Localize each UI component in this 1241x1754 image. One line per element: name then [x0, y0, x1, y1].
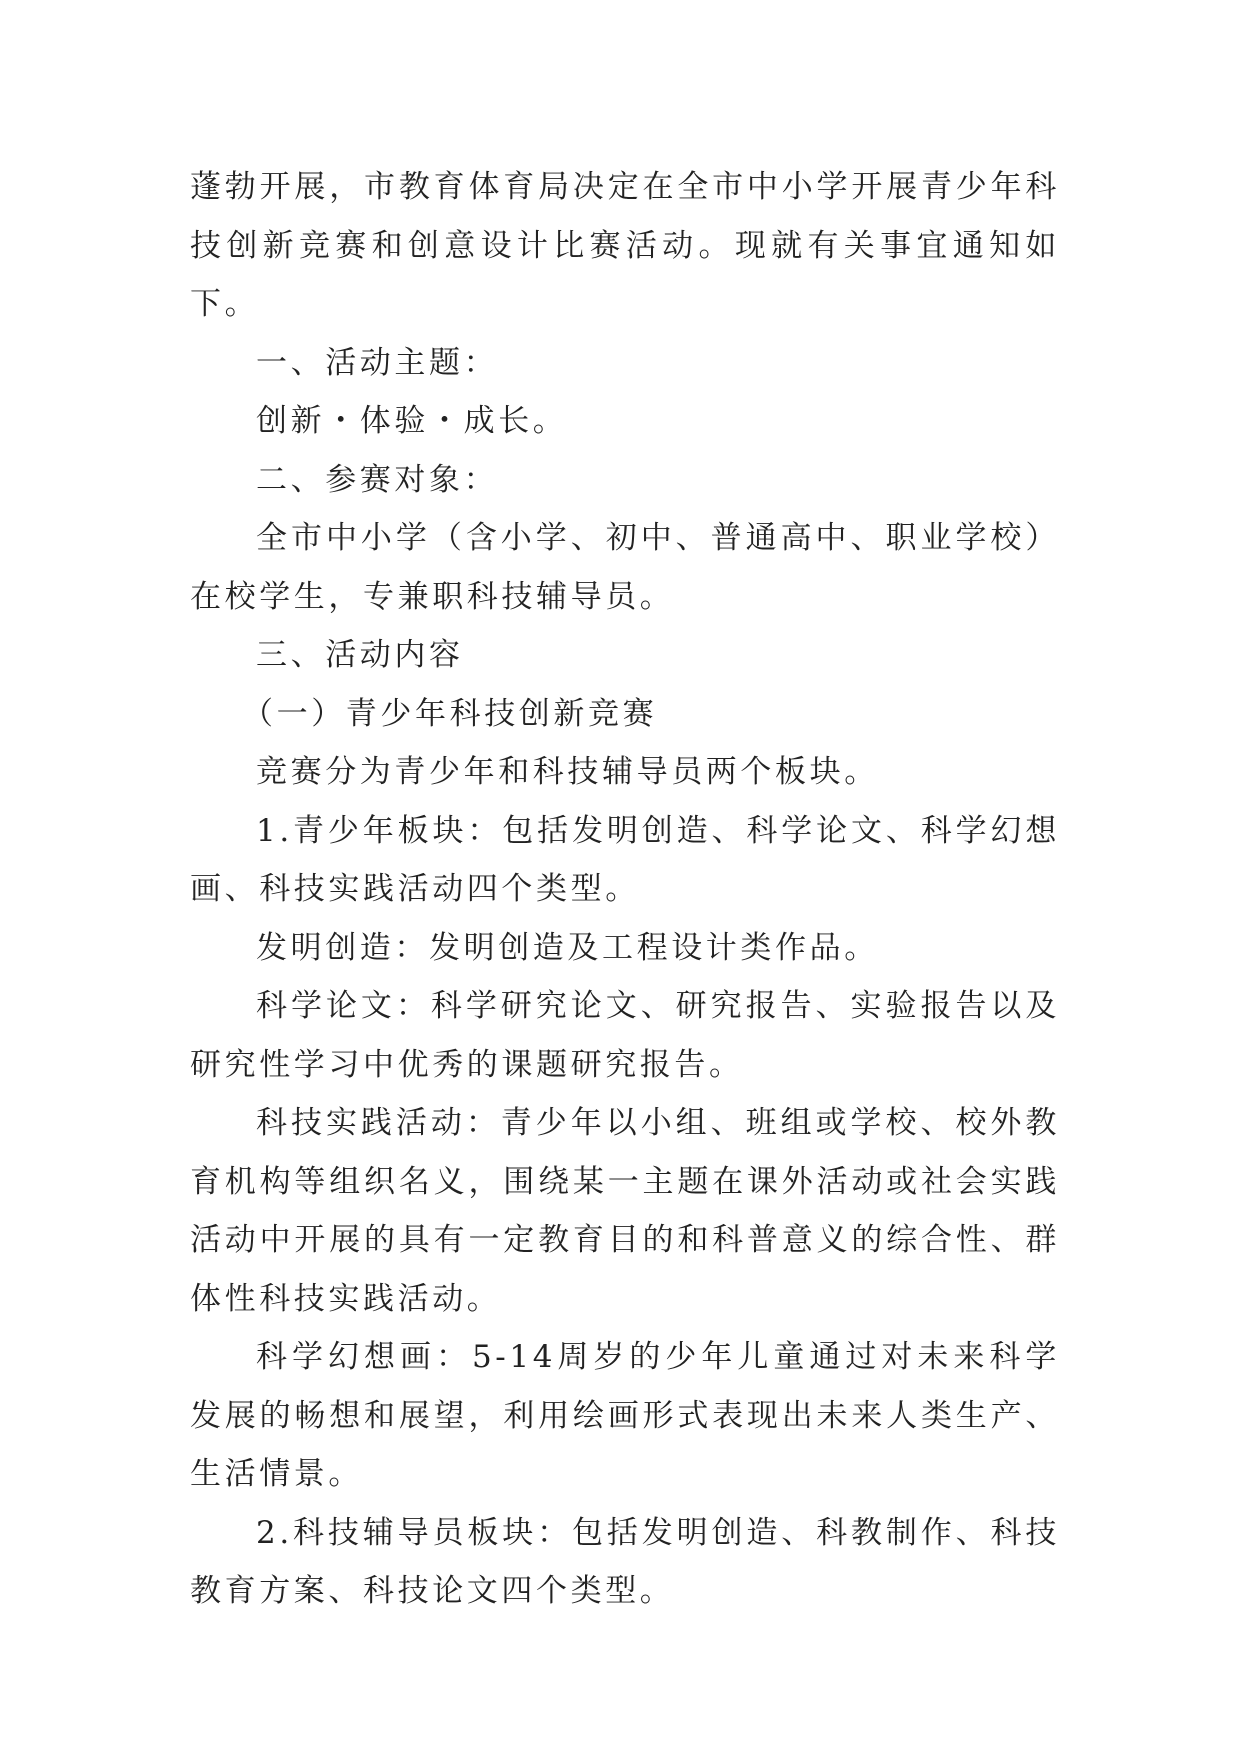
paragraph-science-paper: 科学论文：科学研究论文、研究报告、实验报告以及研究性学习中优秀的课题研究报告。 — [190, 988, 1060, 1083]
section-heading-content: 三、活动内容 — [256, 637, 464, 673]
document-body — [190, 158, 1060, 1621]
section-heading-participants: 二、参赛对象： — [256, 461, 499, 498]
paragraph-youth-division: 1.青少年板块：包括发明创造、科学论文、科学幻想画、科技实践活动四个类型。 — [190, 812, 1060, 907]
paragraph-competition-divisions: 竞赛分为青少年和科技辅导员两个板块。 — [256, 754, 879, 790]
section-heading-theme: 一、活动主题： — [256, 344, 499, 381]
paragraph-invention: 发明创造：发明创造及工程设计类作品。 — [256, 929, 879, 966]
paragraph-practice-activity: 科技实践活动：青少年以小组、班组或学校、校外教育机构等组织名义，围绕某一主题在课外活动或社会实践活动中开展的具有一定教育目的和科普意义的综合性、群体性科技实践活动。 — [190, 1105, 1060, 1317]
paragraph-science-fantasy-painting: 科学幻想画：5-14周岁的少年儿童通过对未来科学发展的畅想和展望，利用绘画形式表现出未来人类生产、生活情景。 — [190, 1339, 1060, 1492]
paragraph-counselor-division: 2.科技辅导员板块：包括发明创造、科教制作、科技教育方案、科技论文四个类型。 — [190, 1514, 1060, 1609]
paragraph-theme: 创新・体验・成长。 — [256, 403, 568, 439]
paragraph-participants: 全市中小学（含小学、初中、普通高中、职业学校）在校学生，专兼职科技辅导员。 — [190, 520, 1060, 615]
subsection-heading-competition: （一）青少年科技创新竞赛 — [242, 695, 658, 732]
paragraph-intro-continuation: 蓬勃开展，市教育体育局决定在全市中小学开展青少年科技创新竞赛和创意设计比赛活动。现就有关事宜通知如下。 — [190, 169, 1060, 322]
